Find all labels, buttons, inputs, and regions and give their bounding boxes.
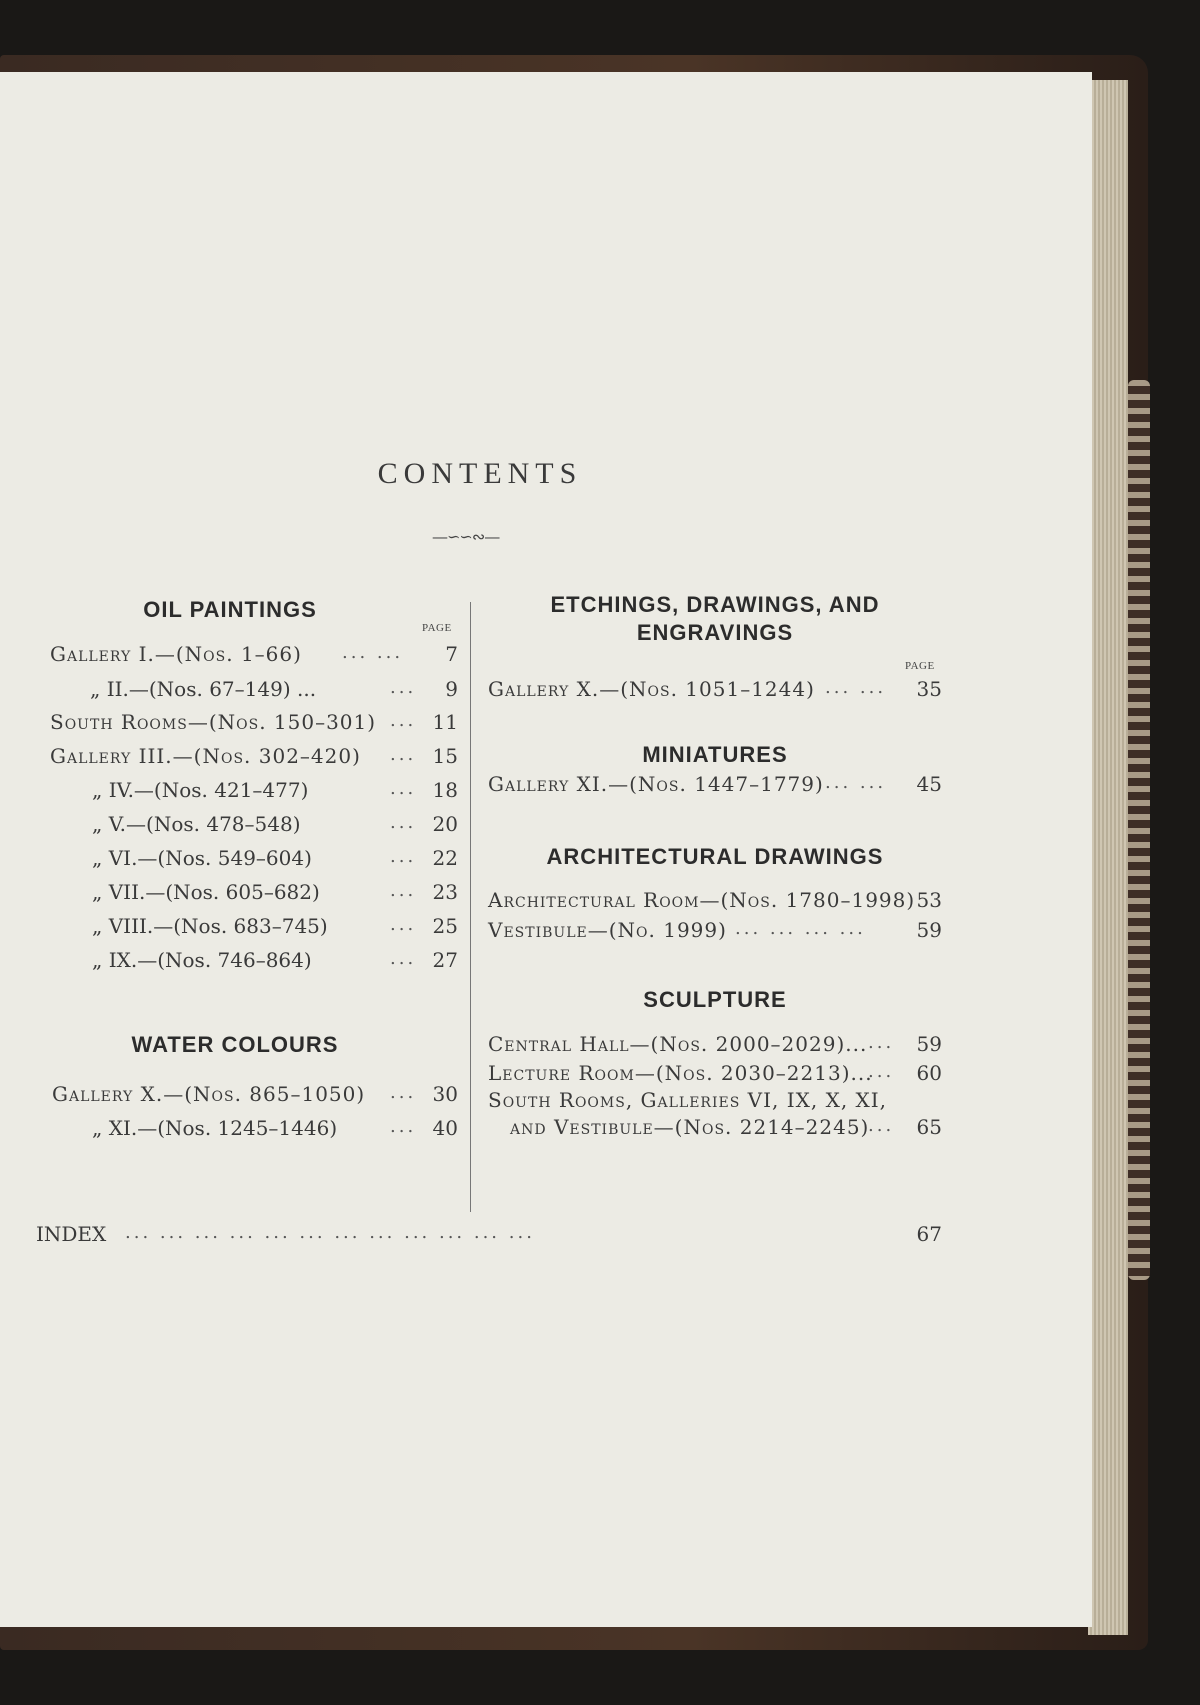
toc-entry <box>510 1115 869 1139</box>
toc-entry-label: „ V.—(Nos. 478–548) <box>92 812 301 836</box>
section-water-colours: WATER COLOURS <box>131 1032 339 1057</box>
toc-entry-label: Central Hall—(Nos. 2000–2029)... <box>488 1032 868 1056</box>
toc-entry <box>50 744 361 768</box>
index-entry <box>36 1222 106 1246</box>
toc-entry <box>90 677 316 701</box>
toc-entry-label: „ VII.—(Nos. 605–682) <box>92 880 320 904</box>
toc-entry <box>50 642 302 666</box>
leader-dots: ... <box>390 948 417 969</box>
toc-entry-label: „ IX.—(Nos. 746–864) <box>92 948 312 972</box>
toc-entry <box>488 918 727 942</box>
toc-entry <box>92 1116 337 1140</box>
leader-dots: ... <box>868 1061 895 1082</box>
toc-entry-page: 53 <box>916 888 942 912</box>
toc-entry-label: Lecture Room—(Nos. 2030–2213)... <box>488 1061 873 1085</box>
toc-entry-page: 11 <box>432 710 458 734</box>
toc-entry-page: 18 <box>432 778 458 802</box>
leader-dots: ... ... ... ... ... ... ... ... ... ... ... ... <box>125 1222 535 1243</box>
leader-dots: ... ... ... ... <box>735 918 866 939</box>
toc-entry-label: Gallery III.—(Nos. 302–420) <box>50 744 361 768</box>
toc-entry-label: „ VIII.—(Nos. 683–745) <box>92 914 328 938</box>
index-page: 67 <box>916 1222 942 1246</box>
leader-dots: ... ... <box>825 772 887 793</box>
toc-entry <box>488 1088 887 1112</box>
toc-entry <box>52 1082 365 1106</box>
leader-dots: ... <box>390 812 417 833</box>
toc-entry-page: 15 <box>432 744 458 768</box>
toc-entry-label: Gallery I.—(Nos. 1–66) <box>50 642 302 666</box>
toc-entry <box>92 812 301 836</box>
leader-dots: ... <box>390 846 417 867</box>
leader-dots: ... <box>868 1032 895 1053</box>
toc-entry <box>488 772 824 796</box>
leader-dots: ... <box>390 710 417 731</box>
section-etchings-line2: ENGRAVINGS <box>636 620 794 645</box>
section-etchings-line1: ETCHINGS, DRAWINGS, AND <box>550 592 880 617</box>
page-column-label: PAGE <box>422 622 452 634</box>
toc-entry-page: 59 <box>916 1032 942 1056</box>
toc-entry-label: „ II.—(Nos. 67–149) ... <box>90 677 317 701</box>
leader-dots: ... <box>390 1082 417 1103</box>
toc-entry-label: Gallery X.—(Nos. 1051–1244) <box>488 677 815 701</box>
toc-entry-page: 7 <box>445 642 458 666</box>
toc-entry-page: 40 <box>432 1116 458 1140</box>
toc-entry-label: Gallery X.—(Nos. 865–1050) <box>52 1082 366 1106</box>
toc-entry-page: 27 <box>432 948 458 972</box>
toc-entry-label: and Vestibule—(Nos. 2214–2245) <box>510 1115 870 1139</box>
section-miniatures: MINIATURES <box>642 742 788 767</box>
toc-entry <box>488 1061 873 1085</box>
toc-entry-label: Gallery XI.—(Nos. 1447–1779) <box>488 772 824 796</box>
toc-entry <box>488 888 915 912</box>
page-column-label: PAGE <box>905 660 935 672</box>
toc-entry-page: 65 <box>916 1115 942 1139</box>
toc-entry-page: 25 <box>432 914 458 938</box>
index-label: INDEX <box>36 1222 107 1246</box>
toc-entry <box>92 846 312 870</box>
page-edges <box>1088 80 1128 1635</box>
toc-entry <box>488 677 815 701</box>
leader-dots: ... <box>390 677 417 698</box>
section-architectural-drawings: ARCHITECTURAL DRAWINGS <box>546 844 884 869</box>
toc-entry-page: 22 <box>432 846 458 870</box>
column-divider <box>470 602 471 1212</box>
leader-dots: ... <box>390 914 417 935</box>
leader-dots: ... ... <box>342 642 404 663</box>
ornament-divider: —∽∽∾— <box>432 527 500 546</box>
toc-entry-page: 30 <box>432 1082 458 1106</box>
toc-entry-label: „ XI.—(Nos. 1245–1446) <box>92 1116 338 1140</box>
leader-dots: ... <box>390 778 417 799</box>
toc-entry-label: „ VI.—(Nos. 549–604) <box>92 846 312 870</box>
toc-entry-label: South Rooms, Galleries VI, IX, X, XI, <box>488 1088 888 1112</box>
toc-entry-label: Architectural Room—(Nos. 1780–1998) <box>488 888 916 912</box>
toc-entry-label: „ IV.—(Nos. 421–477) <box>92 778 309 802</box>
toc-entry <box>92 914 328 938</box>
section-sculpture: SCULPTURE <box>643 987 787 1012</box>
leader-dots: ... <box>390 1116 417 1137</box>
cover-marbled-edge <box>1128 380 1150 1280</box>
toc-entry <box>50 710 376 734</box>
section-oil-paintings: OIL PAINTINGS <box>143 597 317 622</box>
toc-entry-label: Vestibule—(No. 1999) <box>488 918 727 942</box>
toc-entry-page: 35 <box>916 677 942 701</box>
toc-entry-page: 23 <box>432 880 458 904</box>
leader-dots: ... <box>868 1115 895 1136</box>
toc-entry-label: South Rooms—(Nos. 150–301) <box>50 710 377 734</box>
page-title: CONTENTS <box>377 457 583 490</box>
toc-entry-page: 9 <box>445 677 458 701</box>
toc-entry-page: 59 <box>916 918 942 942</box>
toc-entry-page: 60 <box>916 1061 942 1085</box>
toc-entry-page: 45 <box>916 772 942 796</box>
book-page <box>0 72 1092 1627</box>
toc-entry <box>488 1032 867 1056</box>
leader-dots: ... <box>390 744 417 765</box>
leader-dots: ... <box>390 880 417 901</box>
leader-dots: ... ... <box>825 677 887 698</box>
toc-entry <box>92 778 308 802</box>
toc-entry <box>92 948 312 972</box>
toc-entry-page: 20 <box>432 812 458 836</box>
toc-entry <box>92 880 320 904</box>
